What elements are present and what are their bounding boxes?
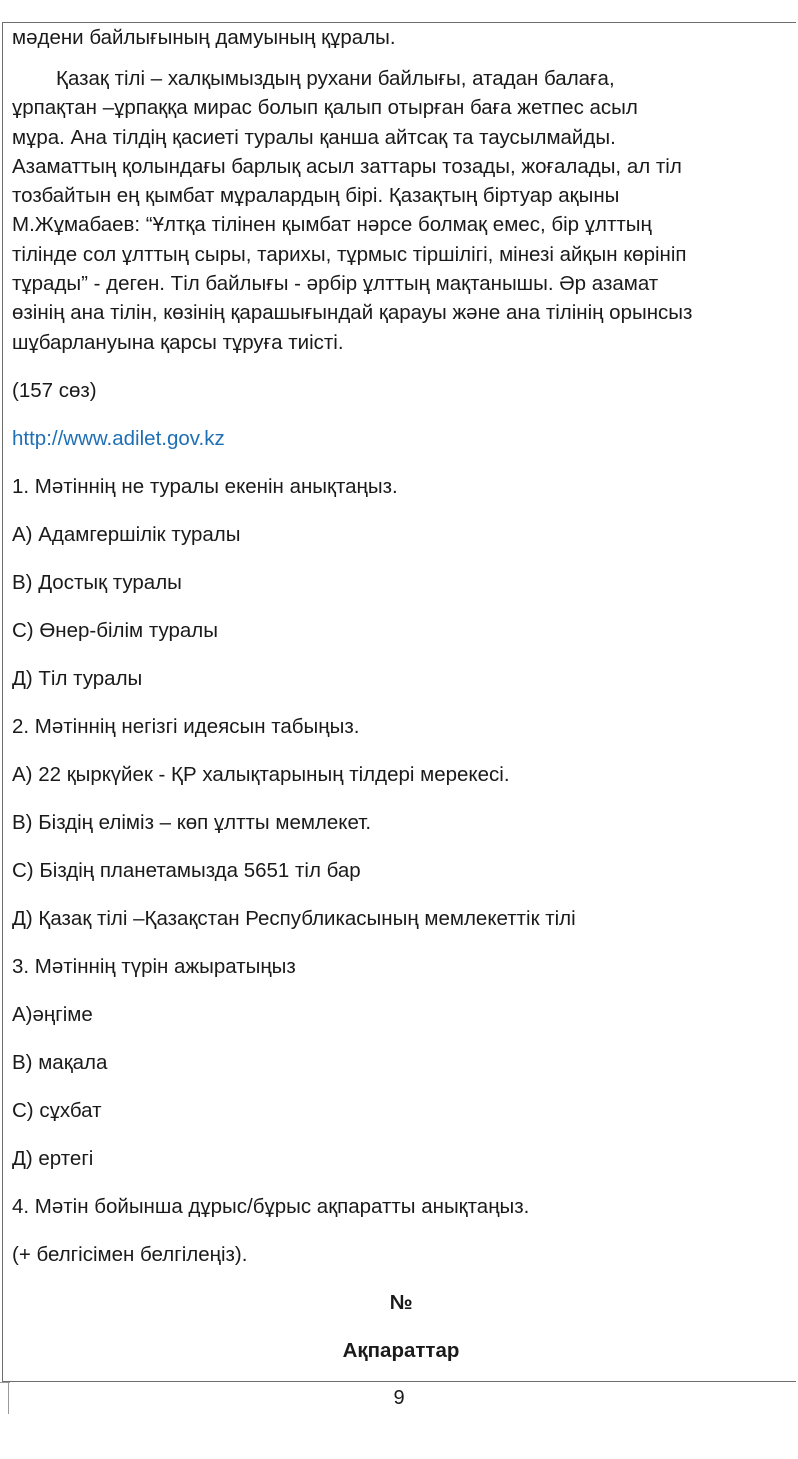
document-body — [12, 22, 790, 1365]
paragraph-line: Азаматтың қолындағы барлық асыл заттары тозады, жоғалады, ал тіл — [12, 154, 682, 178]
q3-option-a: А)әңгіме — [12, 1002, 93, 1026]
table-header-info: Ақпараттар — [342, 1338, 460, 1362]
paragraph-line: тілінде сол ұлттың сыры, тарихы, тұрмыс тіршілігі, мінезі айқын көрініп — [12, 242, 687, 266]
main-paragraph — [12, 64, 790, 357]
paragraph-line: тұрады” - деген. Тіл байлығы - әрбір ұлттың мақтанышы. Әр азамат — [12, 272, 659, 296]
q1-option-b: В) Достық туралы — [12, 570, 182, 594]
paragraph-line: М.Жұмабаев: “Ұлтқа тілінен қымбат нәрсе болмақ емес, бір ұлттың — [12, 213, 652, 237]
paragraph-line: Қазақ тілі – халқымыздың рухани байлығы, атадан балаға, — [56, 67, 615, 90]
q2-option-b: В) Біздің еліміз – көп ұлтты мемлекет. — [12, 810, 372, 834]
q1-option-c: С) Өнер-білім туралы — [12, 618, 218, 642]
q1-option-d: Д) Тіл туралы — [12, 666, 143, 690]
question-1: 1. Мәтіннің не туралы екенін анықтаңыз. — [12, 474, 398, 498]
question-3: 3. Мәтіннің түрін ажыратыңыз — [12, 954, 296, 978]
q3-option-c: С) сұхбат — [12, 1098, 102, 1122]
frame-corner-mark-horizontal — [0, 1382, 10, 1383]
paragraph-line: ұрпақтан –ұрпаққа мирас болып қалып отырған баға жетпес асыл — [12, 96, 638, 120]
top-line: мәдени байлығының дамуының құралы. — [12, 26, 396, 49]
q2-option-c: С) Біздің планетамызда 5651 тіл бар — [12, 858, 361, 882]
q2-option-a: А) 22 қыркүйек - ҚР халықтарының тілдері мерекесі. — [12, 762, 510, 786]
paragraph-line: мұра. Ана тілдің қасиеті туралы қанша айтсақ та таусылмайды. — [12, 125, 616, 149]
q3-option-b: В) мақала — [12, 1050, 108, 1074]
table-header-number: № — [389, 1290, 413, 1314]
q2-option-d: Д) Қазақ тілі –Қазақстан Республикасының мемлекеттік тілі — [12, 906, 576, 930]
q1-option-a: А) Адамгершілік туралы — [12, 522, 241, 546]
paragraph-line: шұбарлануына қарсы тұруға тиісті. — [12, 330, 344, 354]
paragraph-line: тозбайтын ең қымбат мұралардың бірі. Қазақтың біртуар ақыны — [12, 184, 620, 208]
page-number: 9 — [393, 1387, 405, 1409]
word-count: (157 сөз) — [12, 378, 97, 402]
question-4: 4. Мәтін бойынша дұрыс/бұрыс ақпаратты анықтаңыз. — [12, 1194, 530, 1218]
q4-note: (+ белгісімен белгілеңіз). — [12, 1242, 248, 1266]
paragraph-line: өзінің ана тілін, көзінің қарашығындай қарауы және ана тілінің орынсыз — [12, 301, 693, 325]
source-link[interactable]: http://www.adilet.gov.kz — [12, 426, 225, 450]
question-2: 2. Мәтіннің негізгі идеясын табыңыз. — [12, 714, 360, 738]
q3-option-d: Д) ертегі — [12, 1146, 94, 1170]
